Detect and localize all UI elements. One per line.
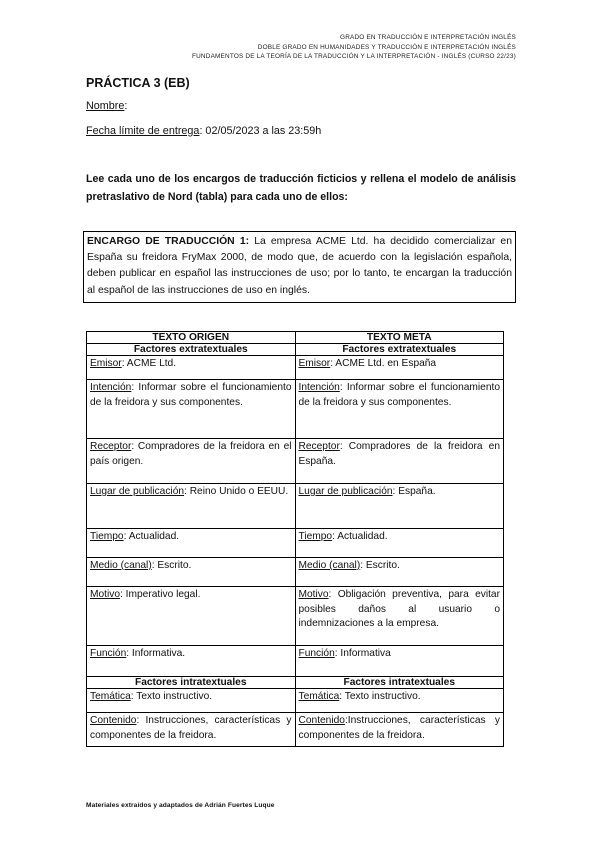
table-row-medio [87,558,504,587]
factor-value: : Texto instructivo. [130,691,213,702]
cell-meta [295,713,504,747]
table-row-tiempo [87,529,504,558]
factor-label: Lugar de publicación [90,486,185,497]
cell-meta [295,529,504,558]
translation-brief-box [83,231,516,303]
cell-origen [87,713,296,747]
factor-value: : Informativa. [126,648,186,659]
instructions-text: Lee cada uno de los encargos de traducción ficticios y rellena el modelo de análisis pretraslativo de Nord (tabla) para cada uno de ellos: [86,173,516,203]
section-heading-intra-meta: Factores intratextuales [295,677,504,689]
cell-meta [295,380,504,439]
factor-label: Función [298,648,335,659]
factor-label: Motivo [90,589,121,600]
factor-value: : Obligación preventiva, para evitar posibles daños al usuario o indemnizaciones a la empresa. [298,589,500,629]
factor-label: Temática [298,691,340,702]
factor-value: : Compradores de la freidora en España. [298,441,500,467]
table-row-motivo [87,587,504,646]
cell-meta [295,484,504,529]
header-line-degree: GRADO EN TRADUCCIÓN E INTERPRETACIÓN INGLÉS [340,34,516,41]
cell-origen [87,646,296,677]
factor-value: : Informar sobre el funcionamiento de la freidora y sus componentes. [90,382,292,408]
section-heading-extra-meta: Factores extratextuales [295,344,504,356]
factor-value: : ACME Ltd. en España [330,358,437,369]
document-header [192,33,516,62]
factor-value: : Imperativo legal. [120,589,201,600]
nombre-label: Nombre [86,100,125,112]
cell-origen [87,380,296,439]
factor-label: Emisor [298,358,331,369]
section-heading-extra-origen: Factores extratextuales [87,344,296,356]
cell-origen [87,529,296,558]
cell-origen [87,689,296,713]
factor-value: : España. [392,486,436,497]
factor-value: : Escrito. [360,560,400,571]
nombre-field [86,100,127,112]
cell-origen [87,356,296,380]
table-row-tematica [87,689,504,713]
brief-heading: ENCARGO DE TRADUCCIÓN 1: [87,236,250,247]
factor-label: Función [90,648,127,659]
cell-meta [295,439,504,484]
factor-value: : Actualidad. [332,531,388,542]
factor-value: : Instrucciones, características y componentes de la freidora. [90,715,292,741]
factor-label: Lugar de publicación [298,486,393,497]
cell-origen [87,587,296,646]
nombre-suffix: : [124,100,128,112]
table-header-row [87,332,504,344]
factor-label: Motivo [298,589,329,600]
factor-label: Receptor [298,441,340,452]
factor-label: Temática [90,691,131,702]
factor-label: Receptor [90,441,132,452]
factor-label: Intención [298,382,340,393]
factor-label: Contenido [298,715,345,726]
column-header-meta: TEXTO META [295,332,504,344]
deadline-label: Fecha límite de entrega [86,125,200,137]
header-line-course: FUNDAMENTOS DE LA TEORÍA DE LA TRADUCCIÓN Y LA INTERPRETACIÓN - INGLÉS (CURSO 22/23) [192,53,516,61]
factor-value: : Informar sobre el funcionamiento de la freidora y sus componentes. [298,382,500,408]
nord-analysis-table [86,331,504,747]
factor-label: Medio (canal) [90,560,152,571]
factor-value: :Instrucciones, características y componentes de la freidora. [298,715,500,741]
factor-value: : ACME Ltd. [121,358,177,369]
deadline-field [86,125,321,137]
table-row-funcion [87,646,504,677]
cell-meta [295,646,504,677]
section-heading-intra-origen: Factores intratextuales [87,677,296,689]
footer-credits: Materiales extraídos y adaptados de Adrián Fuertes Luque [86,802,275,809]
column-header-origen: TEXTO ORIGEN [87,332,296,344]
table-row-receptor [87,439,504,484]
factor-value: : Texto instructivo. [339,691,421,702]
factor-label: Medio (canal) [298,560,361,571]
table-row-emisor [87,356,504,380]
cell-meta [295,558,504,587]
brief-text: La empresa ACME Ltd. ha decidido comercializar en España su freidora FryMax 2000, de modo que, de acuerdo con la legislación española, deben publicar en español las instrucciones de uso; por lo tanto, te encargan la traducción al español de las instrucciones de uso en inglés. [87,236,512,296]
table-row-intencion [87,380,504,439]
cell-origen [87,439,296,484]
cell-meta [295,689,504,713]
cell-meta [295,587,504,646]
factor-label: Tiempo [90,531,124,542]
factor-label: Tiempo [298,531,333,542]
cell-origen [87,558,296,587]
header-line-double-degree: DOBLE GRADO EN HUMANIDADES Y TRADUCCIÓN E INTERPRETACIÓN INGLÉS [257,43,516,51]
factor-label: Emisor [90,358,122,369]
factor-value: : Informativa [334,648,391,659]
cell-origen [87,484,296,529]
factor-value: : Escrito. [151,560,192,571]
section-row-intratextual [87,677,504,689]
deadline-value: : 02/05/2023 a las 23:59h [199,125,322,137]
factor-value: : Actualidad. [123,531,180,542]
factor-label: Intención [90,382,132,393]
factor-label: Contenido [90,715,137,726]
page-title: PRÁCTICA 3 (EB) [86,76,190,90]
table-row-lugar [87,484,504,529]
table-row-contenido [87,713,504,747]
section-row-extratextual [87,344,504,356]
cell-meta [295,356,504,380]
factor-value: : Reino Unido o EEUU. [184,486,289,497]
factor-value: : Compradores de la freidora en el país origen. [90,441,292,467]
